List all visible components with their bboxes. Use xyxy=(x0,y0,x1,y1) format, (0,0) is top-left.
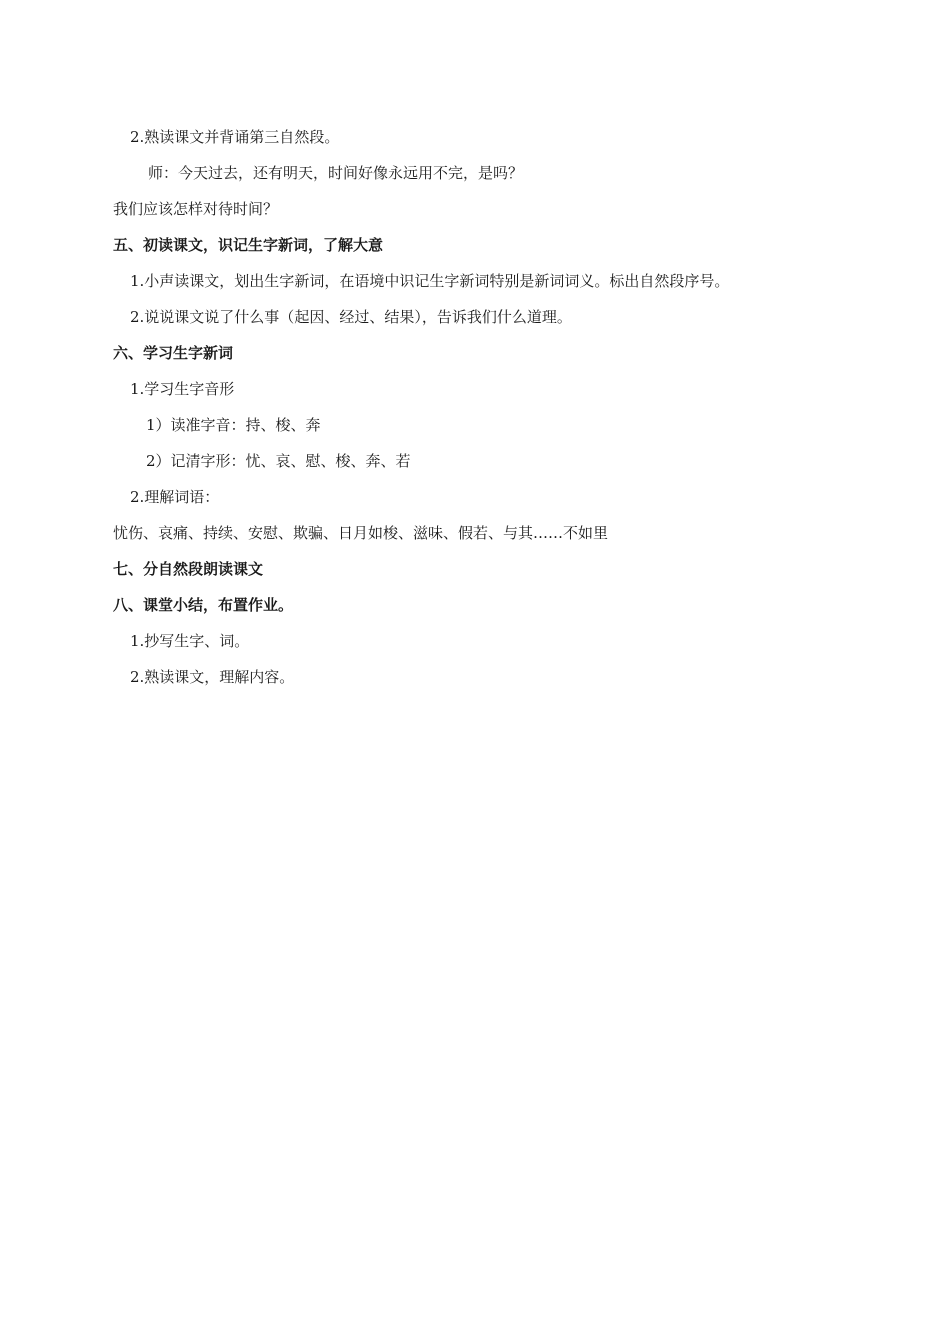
homework-copy: 1.抄写生字、词。 xyxy=(130,632,250,650)
step-learn-characters: 1.学习生字音形 xyxy=(130,380,235,398)
step-retell-story: 2.说说课文说了什么事（起因、经过、结果），告诉我们什么道理。 xyxy=(130,308,572,326)
step-understand-words: 2.理解词语： xyxy=(130,488,220,506)
section-heading-7: 七、分自然段朗读课文 xyxy=(113,560,264,578)
step-read-quietly: 1.小声读课文，划出生字新词，在语境中识记生字新词特别是新词词义。标出自然段序号。 xyxy=(130,272,730,290)
substep-character-shapes: 2）记清字形：忧、哀、慰、梭、奔、若 xyxy=(146,452,411,470)
section-heading-5: 五、初读课文，识记生字新词，了解大意 xyxy=(113,236,384,254)
homework-read: 2.熟读课文，理解内容。 xyxy=(130,668,295,686)
question-continuation: 我们应该怎样对待时间？ xyxy=(113,200,279,218)
section-heading-6: 六、学习生字新词 xyxy=(113,344,234,362)
section-heading-8: 八、课堂小结，布置作业。 xyxy=(113,596,294,614)
teacher-question: 师：今天过去，还有明天，时间好像永远用不完，是吗？ xyxy=(148,164,524,182)
step-recite-paragraph: 2.熟读课文并背诵第三自然段。 xyxy=(130,128,340,146)
vocabulary-list: 忧伤、哀痛、持续、安慰、欺骗、日月如梭、滋味、假若、与其……不如里 xyxy=(113,524,609,542)
substep-pronunciation: 1）读准字音：持、梭、奔 xyxy=(146,416,321,434)
